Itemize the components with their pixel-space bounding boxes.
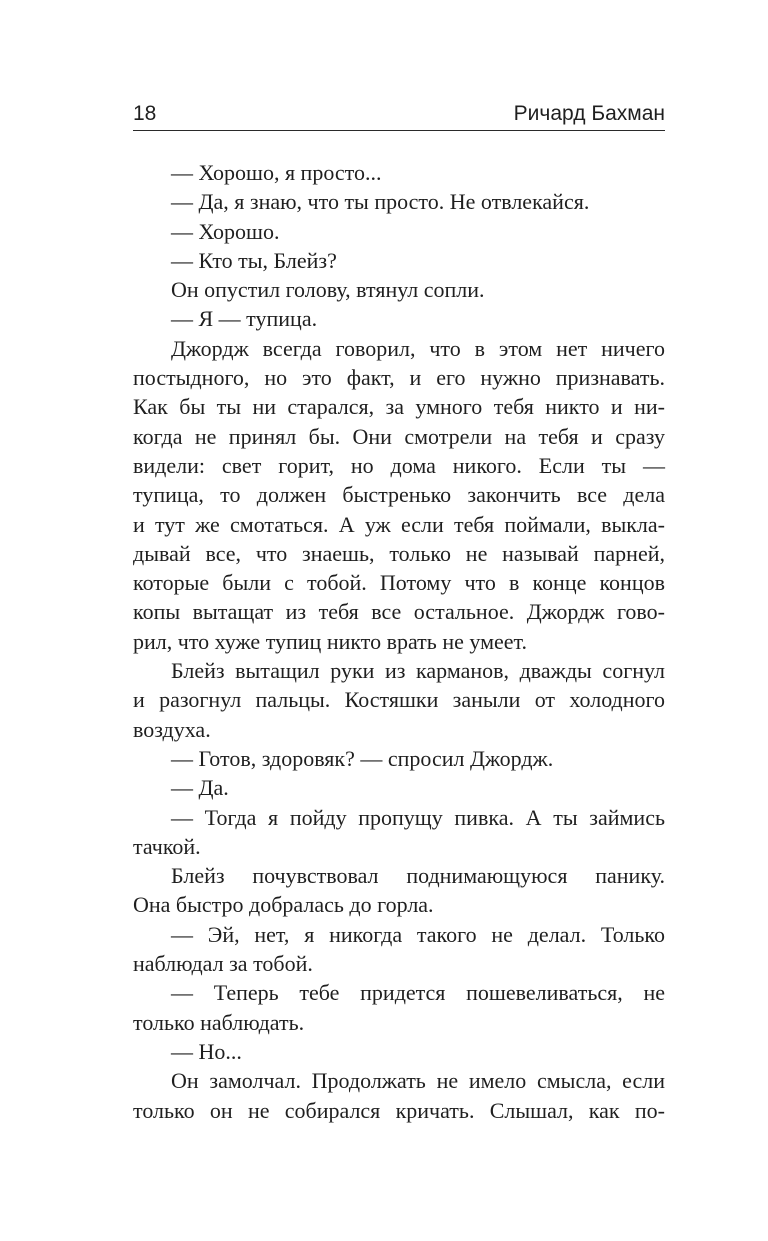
text-line: наблюдал за тобой. [133,951,313,977]
running-head-author: Ричард Бахман [513,102,665,125]
text-line: тупица, то должен быстренько закончить все дела [133,482,665,508]
text-line: — Готов, здоровяк? — спросил Джордж. [171,745,554,771]
text-line: только он не собирался кричать. Слышал, как по- [133,1097,665,1123]
page-number: 18 [133,102,157,125]
text-line: — Хорошо, я просто... [171,160,382,185]
text-line: — Эй, нет, я никогда такого не делал. Только [171,921,665,947]
text-line: дывай все, что знаешь, только не называй парней, [133,540,665,566]
text-line: — Но... [171,1038,242,1064]
text-line: тачкой. [133,833,201,859]
text-line: Как бы ты ни старался, за умного тебя никто и ни- [133,394,665,420]
text-line: постыдного, но это факт, и его нужно признавать. [133,365,665,391]
page-body [133,158,665,1125]
text-line: — Да. [171,775,229,801]
text-line: Блейз почувствовал поднимающуюся панику. [171,863,665,889]
text-line: Он опустил голову, втянул сопли. [171,277,485,303]
text-line: — Теперь тебе придется пошевеливаться, не [171,980,665,1006]
text-line: Джордж всегда говорил, что в этом нет ничего [171,335,665,361]
page-header [133,98,665,131]
text-line: и разогнул пальцы. Костяшки заныли от холодного [133,687,665,713]
text-line: рил, что хуже тупиц никто врать не умеет. [133,628,527,654]
text-line: — Да, я знаю, что ты просто. Не отвлекайся. [171,189,590,215]
text-line: когда не принял бы. Они смотрели на тебя и сразу [133,423,665,449]
text-line: — Тогда я пойду пропущу пивка. А ты займись [171,804,665,830]
text-line: только наблюдать. [133,1009,305,1035]
text-line: копы вытащат из тебя все остальное. Джордж гово- [133,599,665,625]
text-line: Она быстро добралась до горла. [133,892,434,918]
text-line: воздуха. [133,716,211,742]
text-line: и тут же смотаться. А уж если тебя поймали, выкла- [133,511,665,537]
text-line: видели: свет горит, но дома никого. Если ты — [133,452,665,478]
text-line: которые были с тобой. Потому что в конце концов [133,570,665,596]
text-line: — Кто ты, Блейз? [171,247,337,273]
text-line: — Я — тупица. [171,306,318,332]
text-line: Блейз вытащил руки из карманов, дважды согнул [171,658,665,684]
text-line: Он замолчал. Продолжать не имело смысла, если [171,1068,665,1094]
text-line: — Хорошо. [171,218,280,244]
